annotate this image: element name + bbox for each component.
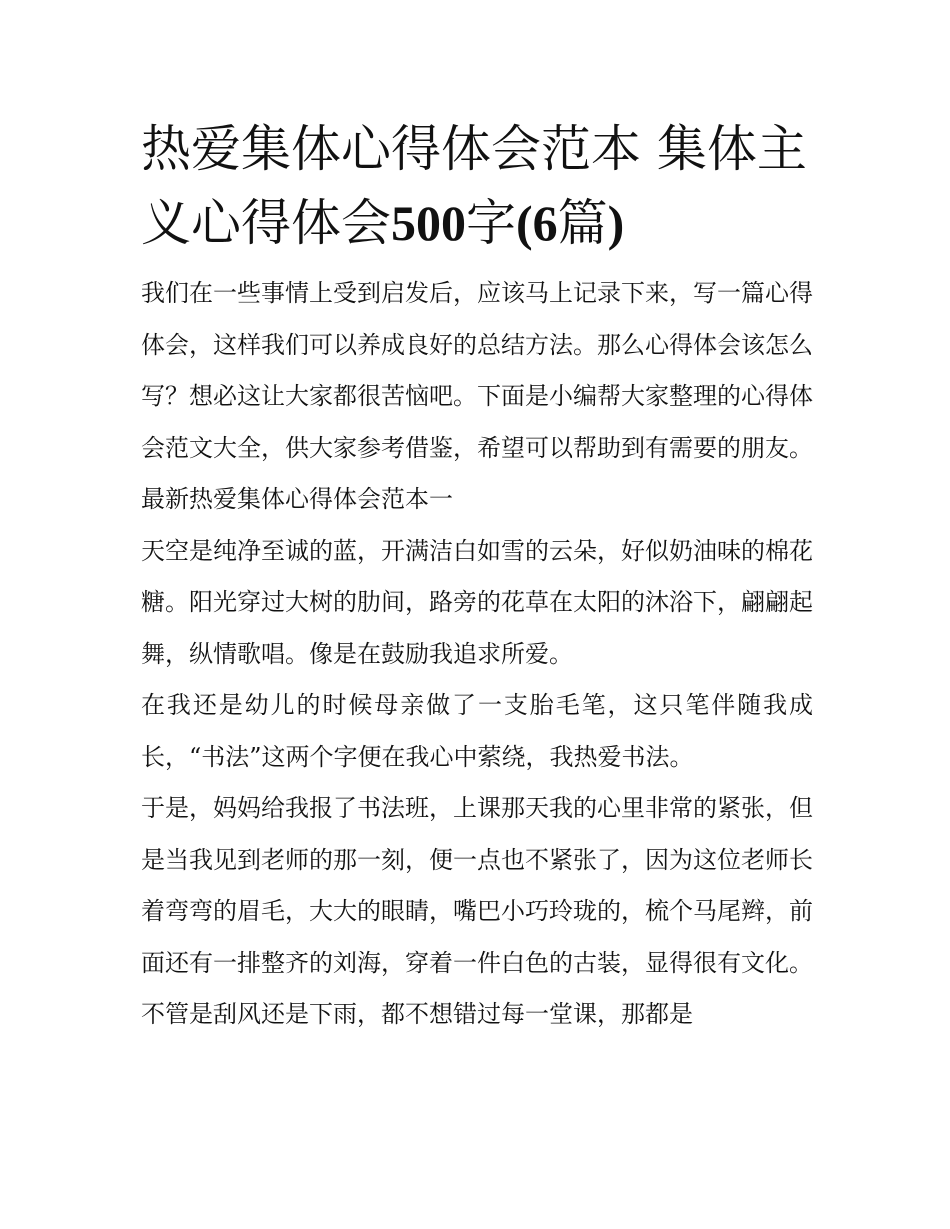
section-heading: 最新热爱集体心得体会范本一 bbox=[141, 485, 453, 513]
body-paragraph-2: 在我还是幼儿的时候母亲做了一支胎毛笔，这只笔伴随我成长，“书法”这两个字便在我心中萦绕，我热爱书法。 bbox=[141, 691, 813, 771]
title-text-2: 字 bbox=[466, 194, 516, 252]
title-paren-number: (6 bbox=[516, 195, 558, 251]
title-text-1: 热爱集体心得体会范本 集体主义心得体会 bbox=[141, 120, 807, 252]
title-paren-close: ) bbox=[607, 195, 625, 251]
body-paragraph-1: 天空是纯净至诚的蓝，开满洁白如雪的云朵，好似奶油味的棉花糖。阳光穿过大树的肋间，路旁的花草在太阳的沐浴下，翩翩起舞，纵情歌唱。像是在鼓励我追求所爱。 bbox=[141, 536, 813, 668]
title-number: 500 bbox=[391, 195, 466, 251]
body-paragraph-3: 于是，妈妈给我报了书法班，上课那天我的心里非常的紧张，但是当我见到老师的那一刻，便一点也不紧张了，因为这位老师长着弯弯的眉毛，大大的眼睛，嘴巴小巧玲珑的，梳个马尾辫，前面还有一排整齐的刘海，穿着一件白色的古装，显得很有文化。不管是刮风还是下雨，都不想错过每一堂课，那都是 bbox=[141, 794, 813, 1028]
title-text-3: 篇 bbox=[557, 194, 608, 252]
document-body bbox=[141, 112, 813, 1041]
document-title bbox=[141, 112, 813, 260]
intro-paragraph: 我们在一些事情上受到启发后，应该马上记录下来，写一篇心得体会，这样我们可以养成良好的总结方法。那么心得体会该怎么写？想必这让大家都很苦恼吧。下面是小编帮大家整理的心得体会范文大全，供大家参考借鉴，希望可以帮助到有需要的朋友。 bbox=[141, 279, 813, 462]
